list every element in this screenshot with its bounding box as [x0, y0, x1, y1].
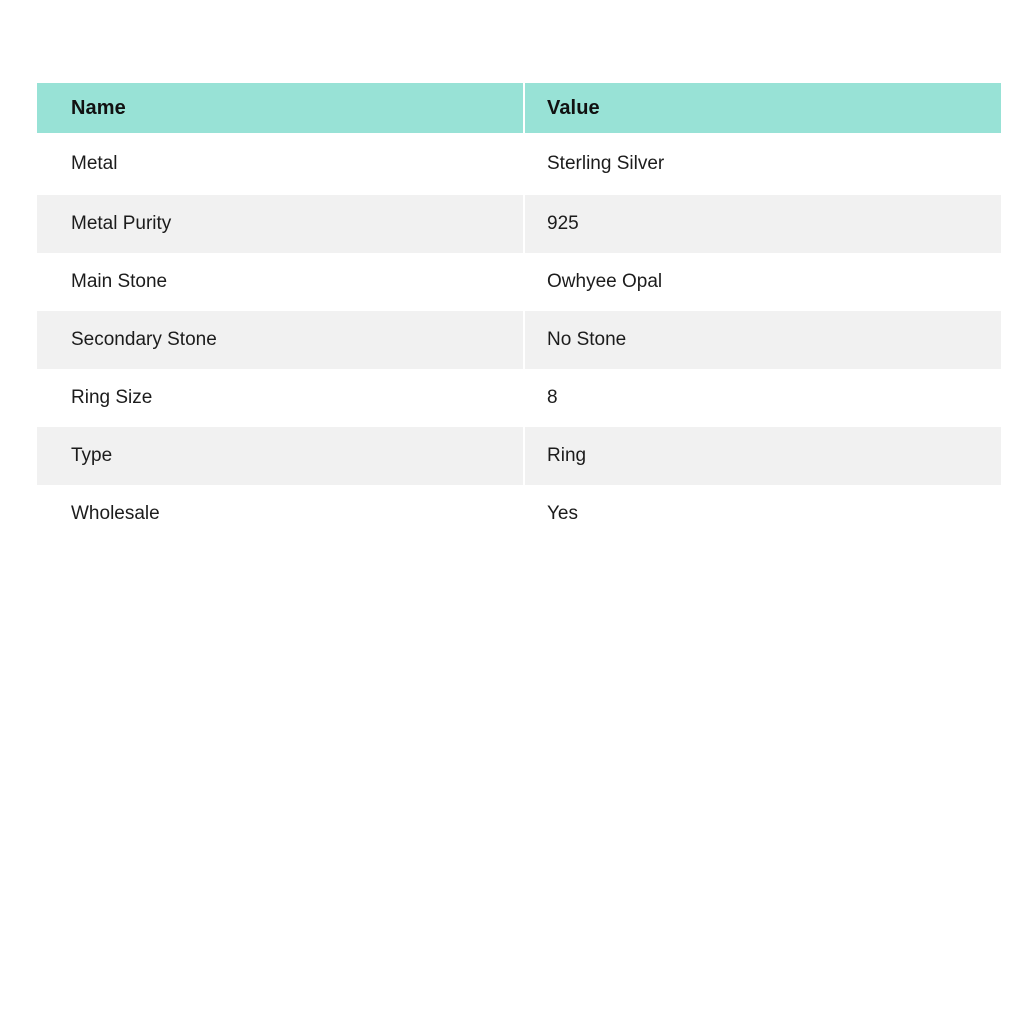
spec-name-cell — [37, 485, 523, 543]
spec-name: Metal Purity — [71, 213, 172, 234]
spec-value: Yes — [547, 503, 578, 524]
spec-name-cell — [37, 369, 523, 427]
spec-value: Owhyee Opal — [547, 271, 663, 292]
spec-name: Type — [71, 445, 113, 466]
spec-name-cell — [37, 195, 523, 253]
spec-name-cell — [37, 427, 523, 485]
table-row — [37, 253, 1001, 311]
table-row — [37, 485, 1001, 543]
table-row — [37, 369, 1001, 427]
table-header-row — [37, 83, 1001, 133]
table-row — [37, 133, 1001, 195]
spec-value-cell — [525, 427, 1001, 485]
product-spec-table — [37, 83, 1001, 543]
spec-name: Wholesale — [71, 503, 160, 524]
spec-name-cell — [37, 311, 523, 369]
spec-value-cell — [525, 195, 1001, 253]
spec-name: Ring Size — [71, 387, 153, 408]
column-header-name — [37, 83, 523, 133]
spec-name-cell — [37, 253, 523, 311]
spec-value: 8 — [547, 387, 558, 408]
spec-value: Ring — [547, 445, 587, 466]
spec-value: No Stone — [547, 329, 627, 350]
spec-value-cell — [525, 369, 1001, 427]
table-row — [37, 195, 1001, 253]
column-header-value — [525, 83, 1001, 133]
spec-name: Metal — [71, 153, 118, 174]
spec-value: Sterling Silver — [547, 153, 665, 174]
column-header-value-label: Value — [547, 96, 600, 119]
spec-value: 925 — [547, 213, 579, 234]
spec-name: Secondary Stone — [71, 329, 217, 350]
spec-value-cell — [525, 485, 1001, 543]
column-header-name-label: Name — [71, 96, 126, 119]
table-row — [37, 427, 1001, 485]
table-row — [37, 311, 1001, 369]
spec-name-cell — [37, 133, 523, 195]
spec-name: Main Stone — [71, 271, 168, 292]
spec-value-cell — [525, 133, 1001, 195]
spec-value-cell — [525, 253, 1001, 311]
spec-value-cell — [525, 311, 1001, 369]
